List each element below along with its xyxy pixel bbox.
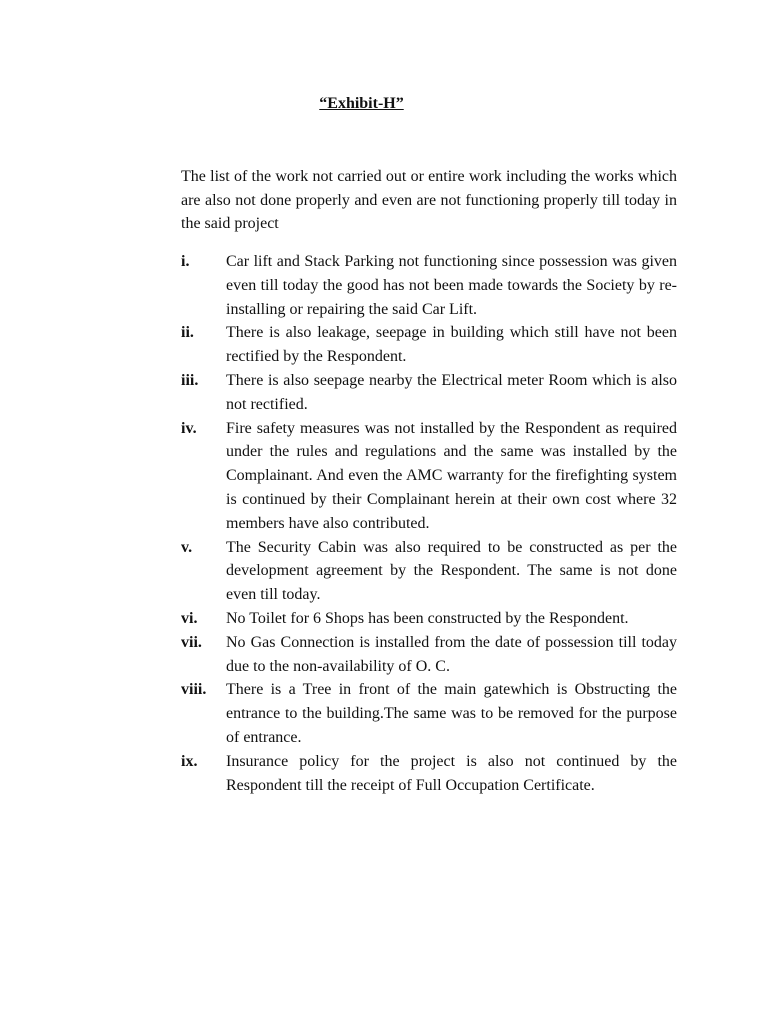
item-text: No Toilet for 6 Shops has been constructed by the Respondent. [226, 609, 629, 627]
item-text: There is also leakage, seepage in building which still have not been rectified by the Respondent. [226, 324, 677, 366]
list-item [181, 417, 677, 536]
intro-paragraph: The list of the work not carried out or entire work including the works which are also not done properly and even are not functioning properly till today in the said project [181, 168, 677, 233]
item-number: v. [181, 538, 193, 556]
list-item [181, 536, 677, 607]
item-text: Car lift and Stack Parking not functioning since possession was given even till today the good has not been made towards the Society by re-installing or repairing the said Car Lift. [226, 253, 677, 318]
item-text: Fire safety measures was not installed by the Respondent as required under the rules and regulations and the same was installed by the Complainant. And even the AMC warranty for the firefighting system is continued by their Complainant herein at their own cost where 32 members have also contributed. [226, 419, 677, 532]
item-text: The Security Cabin was also required to be constructed as per the development agreement by the Respondent. The same is not done even till today. [226, 538, 677, 604]
item-number: vii. [181, 633, 202, 651]
list-item [181, 750, 677, 798]
item-text: No Gas Connection is installed from the date of possession till today due to the non-availability of O. C. [226, 633, 677, 675]
item-number: iii. [181, 371, 199, 389]
item-number: ii. [181, 324, 194, 342]
exhibit-title-text: “Exhibit-H” [319, 95, 404, 112]
work-items-list [181, 250, 677, 797]
item-text: There is also seepage nearby the Electrical meter Room which is also not rectified. [226, 371, 677, 413]
list-item [181, 250, 677, 321]
list-item [181, 321, 677, 369]
item-number: iv. [181, 419, 197, 437]
item-text: Insurance policy for the project is also not continued by the Respondent till the receipt of Full Occupation Certificate. [226, 752, 677, 794]
item-number: i. [181, 253, 190, 270]
list-item [181, 631, 677, 679]
list-item [181, 678, 677, 749]
list-item [181, 607, 677, 631]
item-number: vi. [181, 609, 198, 627]
item-number: viii. [181, 681, 207, 699]
exhibit-title [181, 94, 542, 114]
item-text: There is a Tree in front of the main gatewhich is Obstructing the entrance to the building.The same was to be removed for the purpose of entrance. [226, 681, 677, 746]
list-item [181, 369, 677, 417]
item-number: ix. [181, 752, 198, 770]
